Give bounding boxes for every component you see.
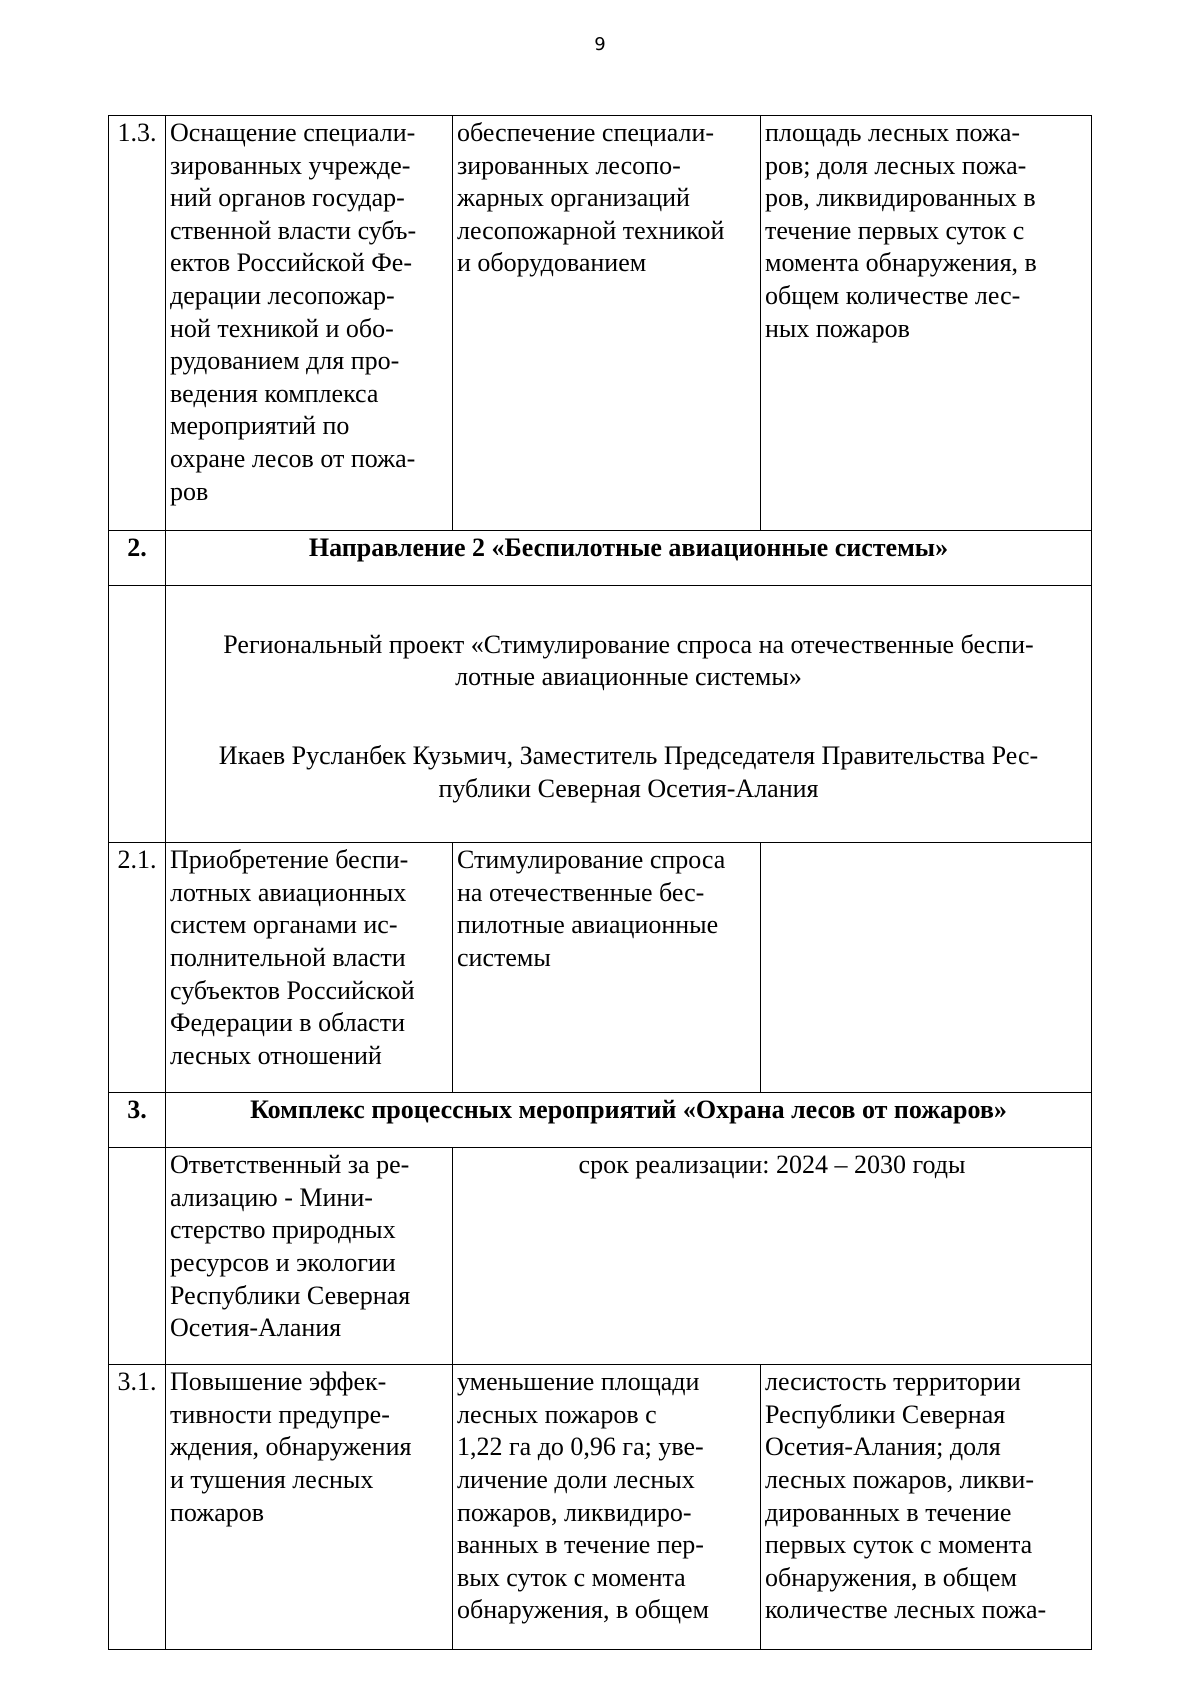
row-number: 3.1.	[109, 1365, 166, 1650]
table-row-3-1	[109, 1365, 1092, 1650]
page-number: 9	[594, 34, 606, 55]
table-row-1-3	[109, 116, 1092, 531]
table-row-2-1	[109, 843, 1092, 1093]
measure-name-cell: Приобретение беспи- лотных авиационных систем органами ис- полнительной власти субъектов Российской Федерации в области лесных отношений	[166, 843, 453, 1093]
measure-indicator-cell: лесистость территории Республики Северная Осетия-Алания; доля лесных пожаров, ликви- дированных в течение первых суток с момента обнаружения, в общем количестве лесных пожа-	[761, 1365, 1092, 1650]
row-number: 2.1.	[109, 843, 166, 1093]
table-row-3-heading	[109, 1093, 1092, 1148]
responsible-cell: Ответственный за ре- ализацию - Мини- стерство природных ресурсов и экологии Республики Северная Осетия-Алания	[166, 1148, 453, 1365]
measure-indicator-cell: площадь лесных пожа- ров; доля лесных пожа- ров, ликвидированных в течение первых суток с момента обнаружения, в общем количестве лес- ных пожаров	[761, 116, 1092, 531]
section-number: 2.	[109, 531, 166, 586]
empty-number-cell	[109, 586, 166, 843]
measure-result-cell: Стимулирование спроса на отечественные бес- пилотные авиационные системы	[453, 843, 761, 1093]
section-number: 3.	[109, 1093, 166, 1148]
measure-indicator-cell	[761, 843, 1092, 1093]
measure-result-cell: уменьшение площади лесных пожаров с 1,22 га до 0,96 га; уве- личение доли лесных пожаров, ликвидиро- ванных в течение пер- вых суток с момента обнаружения, в общем	[453, 1365, 761, 1650]
measure-name-cell: Повышение эффек- тивности предупре- ждения, обнаружения и тушения лесных пожаров	[166, 1365, 453, 1650]
project-title: Региональный проект «Стимулирование спроса на отечественные беспи- лотные авиационные системы»	[223, 629, 1034, 692]
table-row-3-info	[109, 1148, 1092, 1365]
section-heading: Направление 2 «Беспилотные авиационные системы»	[166, 531, 1092, 586]
table-row-2-project	[109, 586, 1092, 843]
measure-result-cell: обеспечение специали- зированных лесопо- жарных организаций лесопожарной техникой и оборудованием	[453, 116, 761, 531]
empty-number-cell	[109, 1148, 166, 1365]
project-responsible: Икаев Русланбек Кузьмич, Заместитель Председателя Правительства Рес- публики Северная Осетия-Алания	[218, 741, 1039, 803]
project-info-cell	[166, 586, 1092, 843]
measures-table	[108, 115, 1092, 1650]
section-heading: Комплекс процессных мероприятий «Охрана лесов от пожаров»	[166, 1093, 1092, 1148]
implementation-term-cell: срок реализации: 2024 – 2030 годы	[453, 1148, 1092, 1365]
row-number: 1.3.	[109, 116, 166, 531]
measure-name-cell: Оснащение специали- зированных учрежде- ний органов государ- ственной власти субъ- ектов Российской Фе- дерации лесопожар- ной техникой и обо- рудованием для про- ведения комплекса мероприятий по охране лесов от пожа- ров	[166, 116, 453, 531]
table-row-2-heading	[109, 531, 1092, 586]
